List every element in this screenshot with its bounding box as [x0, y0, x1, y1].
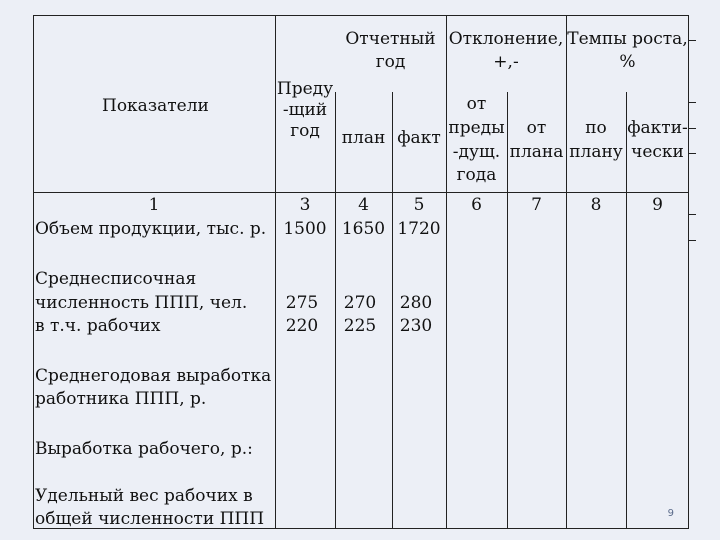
column-number: 3 [299, 195, 311, 215]
cell-headcount-prev-2: 220 [285, 316, 319, 336]
header-growth-1: Темпы роста, [567, 29, 688, 49]
header-divider [33, 192, 689, 193]
page-number: 9 [667, 508, 674, 519]
header-indicators: Показатели [102, 96, 209, 116]
cell-headcount-plan-2: 225 [343, 316, 377, 336]
column-number: 9 [652, 195, 663, 215]
cell-headcount-fact-2: 230 [399, 316, 433, 336]
header-from-plan-1: от [526, 118, 547, 138]
row-tick [689, 128, 696, 129]
column-number: 8 [590, 195, 602, 215]
row-label-headcount-1: Среднесписочная [35, 269, 197, 289]
column-number: 6 [471, 195, 482, 215]
row-tick [689, 240, 696, 241]
header-from-prev-3: -дущ. [452, 142, 501, 162]
row-label-volume: Объем продукции, тыс. р. [35, 219, 267, 239]
row-label-worker-output: Выработка рабочего, р.: [35, 439, 253, 459]
row-label-headcount-2: численность ППП, чел. [35, 293, 248, 313]
column-divider [446, 15, 447, 529]
header-report-year-2: год [375, 52, 406, 72]
row-label-avg-output-1: Среднегодовая выработка [35, 366, 272, 386]
header-deviation-1: Отклонение, [448, 29, 564, 49]
column-number: 5 [413, 195, 425, 215]
header-from-prev-2: преды [448, 118, 505, 138]
row-label-avg-output-2: работника ППП, р. [35, 389, 207, 409]
row-tick [689, 40, 696, 41]
header-prev-year-3: год [290, 121, 320, 141]
cell-volume-prev: 1500 [283, 219, 327, 239]
header-deviation-2: +,- [493, 52, 519, 72]
row-tick [689, 214, 696, 215]
header-from-prev-1: от [466, 94, 487, 114]
cell-headcount-plan-1: 270 [343, 293, 377, 313]
header-actual-1: факти- [627, 118, 688, 138]
cell-headcount-fact-1: 280 [399, 293, 433, 313]
row-label-share-1: Удельный вес рабочих в [35, 486, 253, 506]
row-tick [689, 153, 696, 154]
cell-volume-plan: 1650 [341, 219, 386, 239]
row-tick [689, 102, 696, 103]
column-number: 4 [358, 195, 369, 215]
header-prev-year-1: Преду [276, 79, 334, 99]
header-growth-2: % [619, 52, 636, 72]
row-label-share-2: общей численности ППП [35, 509, 265, 529]
cell-volume-fact: 1720 [397, 219, 441, 239]
column-divider [566, 15, 567, 529]
column-number: 1 [148, 195, 160, 215]
header-fact: факт [397, 128, 441, 148]
header-from-prev-4: года [456, 165, 497, 185]
column-number: 7 [531, 195, 542, 215]
header-plan: план [341, 128, 386, 148]
header-report-year-1: Отчетный [345, 29, 436, 49]
header-prev-year-2: -щий [282, 100, 328, 120]
header-by-plan-2: плану [569, 142, 623, 162]
row-label-headcount-3: в т.ч. рабочих [35, 316, 161, 336]
cell-headcount-prev-1: 275 [285, 293, 319, 313]
header-by-plan-1: по [585, 118, 607, 138]
header-actual-2: чески [631, 142, 684, 162]
header-from-plan-2: плана [509, 142, 564, 162]
